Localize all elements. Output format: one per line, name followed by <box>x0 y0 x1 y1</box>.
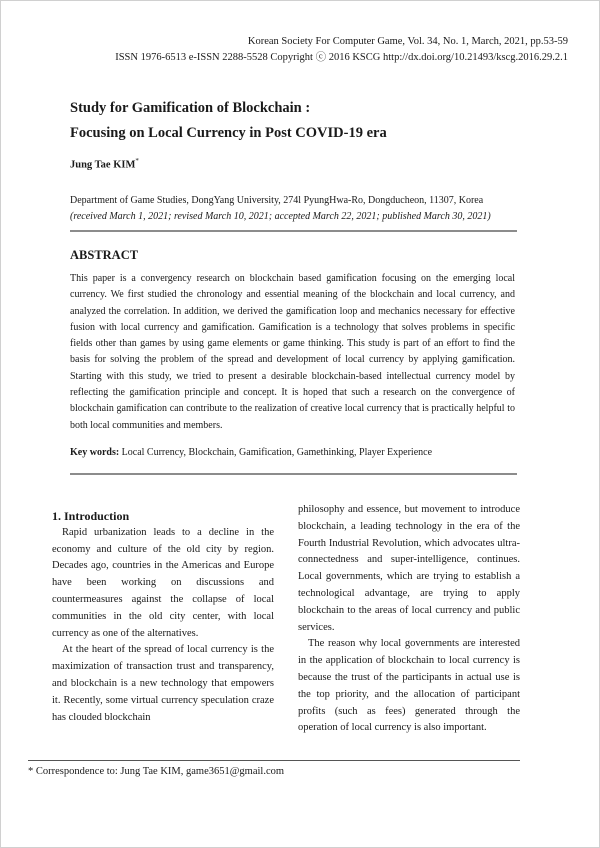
abstract-text: This paper is a convergency research on blockchain based gamification focusing on the emerging local currency. We first studied the chronology and essential meaning of the blockchain and local currency, and analyzed the correlation. In addition, we derived the gamification loop and mechanics necessary for effective fusion with local currency and gamification. Gamification is a technology that solves problems in specific fields other than games by using game elements or game thinking. This study is part of an effort to find the basis for solving the problem of the spread and development of local currency by applying gamification. Starting with this study, we tried to present a desirable blockchain-based intellectual currency model by reflecting the gamification principle and concept. It is hoped that such a research on the convergence of blockchain gamification can contribute to the realization of creative local currency that is practically helpful to both local communities and members. <box>70 273 515 431</box>
keywords-label: Key words: <box>70 447 120 458</box>
issn-line: ISSN 1976-6513 e-ISSN 2288-5528 Copyright ⓒ 2016 KSCG http://dx.doi.org/10.21493/kscg.2016.29.2.1 <box>115 52 568 63</box>
abstract-heading: ABSTRACT <box>70 248 139 262</box>
section-heading-introduction: 1. Introduction <box>52 509 130 523</box>
author-name: Jung Tae KIM <box>70 159 136 171</box>
paragraph: At the heart of the spread of local currency is the maximization of transaction trust and transparency, and blockchain is a new technology that empowers it. Recently, some virtual currency speculation craze has clouded blockchain <box>52 644 274 723</box>
received-dates: (received March 1, 2021; revised March 10, 2021; accepted March 22, 2021; published March 30, 2021) <box>70 211 491 222</box>
journal-line: Korean Society For Computer Game, Vol. 34, No. 1, March, 2021, pp.53-59 <box>247 36 568 47</box>
author-mark: * <box>135 157 139 165</box>
rule-top <box>70 230 517 232</box>
paper-title-line1: Study for Gamification of Blockchain : <box>70 100 311 116</box>
rule-bottom <box>70 473 517 475</box>
column-left <box>52 508 274 726</box>
footnote-rule <box>28 760 520 761</box>
keywords <box>70 445 515 461</box>
keywords-text: Local Currency, Blockchain, Gamification, Gamethinking, Player Experience <box>119 447 433 458</box>
paper-title-line2: Focusing on Local Currency in Post COVID-19 era <box>70 125 387 141</box>
paragraph: philosophy and essence, but movement to introduce blockchain, a leading technology in the era of the Fourth Industrial Revolution, which advocates ultra-connectedness and super-intelligence, continues. Local governments, which are trying to establish a technological advantage, are trying to apply blockchain to the areas of local currency and public services. <box>298 504 520 633</box>
footnote: * Correspondence to: Jung Tae KIM, game3651@gmail.com <box>28 766 285 777</box>
author <box>70 157 139 171</box>
affiliation-block <box>70 193 540 225</box>
title-block <box>70 96 540 146</box>
paragraph: Rapid urbanization leads to a decline in the economy and culture of the old city by region. Decades ago, countries in the Americas and Europe have been working on discussions and countermeasures against the collapse of local communities in the old city center, with local currency as one of the alternatives. <box>52 526 274 639</box>
paragraph: The reason why local governments are interested in the application of blockchain to local currency is because the trust of the participants in actual use is the top priority, and the allocation of participant profits (such as fees) generated through the operation of local currency is also important. <box>298 638 520 734</box>
running-head <box>115 34 568 66</box>
column-right <box>298 502 520 737</box>
affiliation: Department of Game Studies, DongYang University, 274l PyungHwa-Ro, Dongducheon, 11307, Korea <box>70 195 484 206</box>
